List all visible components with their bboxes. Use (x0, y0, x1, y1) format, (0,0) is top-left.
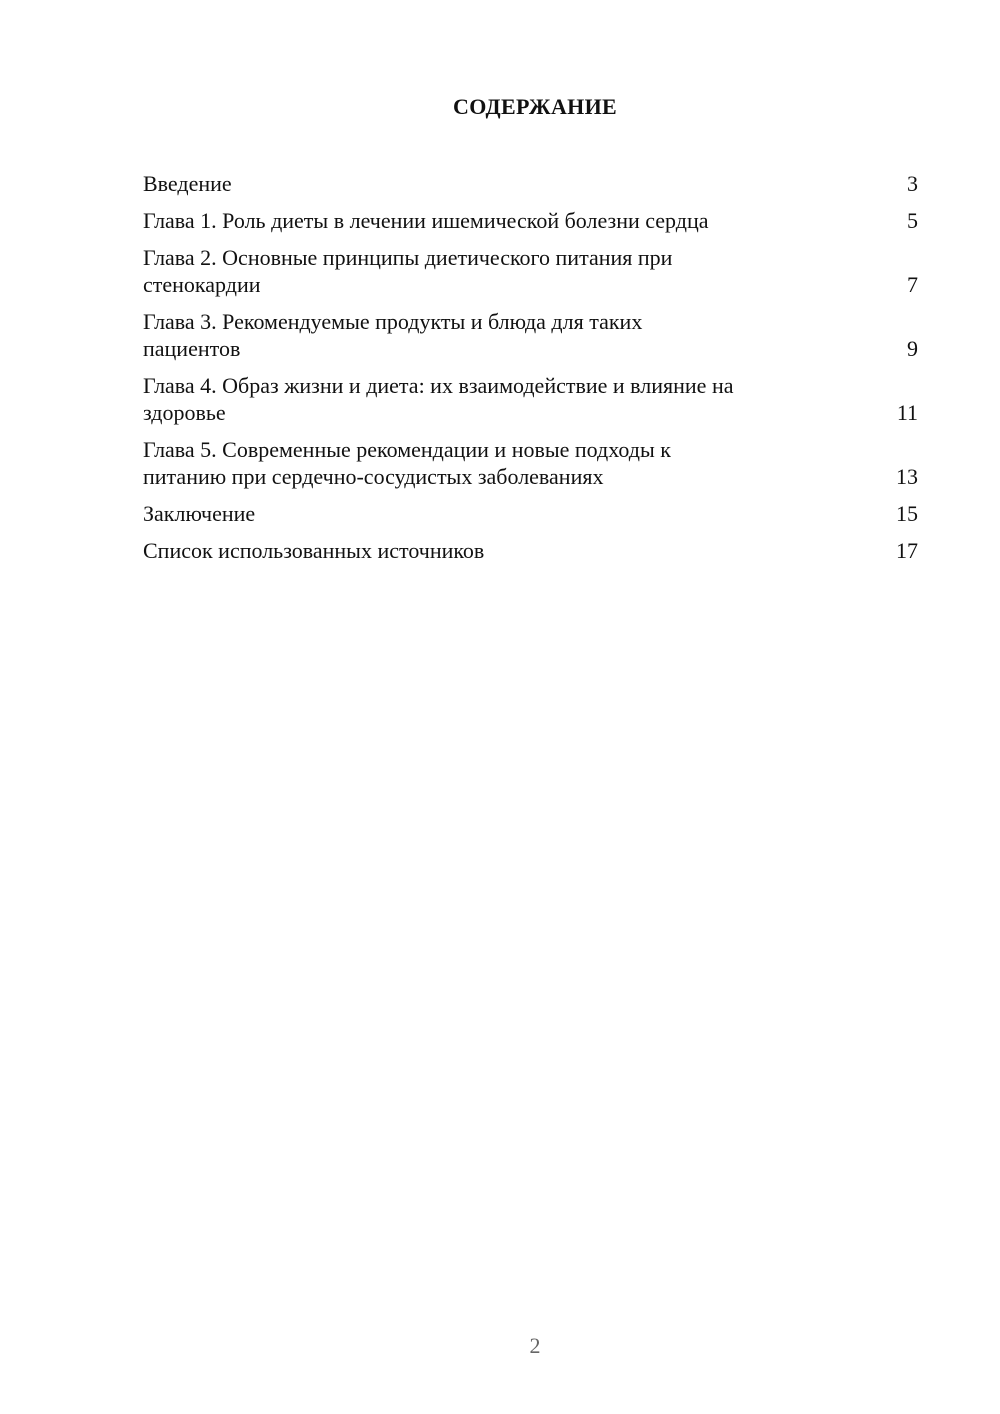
toc-entry-page: 11 (896, 400, 918, 425)
toc-entry-label (143, 537, 823, 564)
toc-entry-label (143, 207, 823, 234)
toc-entry-label (143, 244, 823, 298)
toc-entry[interactable] (143, 170, 918, 197)
toc-entry-page: 9 (907, 336, 918, 361)
toc-entry-page: 3 (907, 171, 918, 196)
toc-entry-line: стенокардии (143, 272, 261, 297)
toc-entry-page: 15 (896, 501, 918, 526)
toc-entry-line: Глава 4. Образ жизни и диета: их взаимодействие и влияние на (143, 373, 734, 398)
toc-entry-page: 7 (907, 272, 918, 297)
toc-entry-line: Глава 2. Основные принципы диетического питания при (143, 245, 673, 270)
toc-entry[interactable] (143, 207, 918, 234)
toc-entry[interactable] (143, 436, 918, 490)
toc-entry-line: Глава 3. Рекомендуемые продукты и блюда для таких (143, 309, 643, 334)
toc-entry-page: 13 (896, 464, 918, 489)
toc-entry-line: Глава 5. Современные рекомендации и новые подходы к (143, 437, 671, 462)
toc-entry[interactable] (143, 537, 918, 564)
page-title: СОДЕРЖАНИЕ (453, 94, 617, 119)
toc-entry-label (143, 500, 823, 527)
toc-entry-page: 5 (907, 208, 918, 233)
toc-entry-line: здоровье (143, 400, 226, 425)
toc-entry[interactable] (143, 500, 918, 527)
toc-entry-page: 17 (896, 538, 918, 563)
toc-entry-label (143, 170, 823, 197)
toc-entry[interactable] (143, 308, 918, 362)
toc-entry[interactable] (143, 372, 918, 426)
toc-entry-line: пациентов (143, 336, 241, 361)
toc-entry-label (143, 372, 823, 426)
toc-entry-line: Глава 1. Роль диеты в лечении ишемической болезни сердца (143, 208, 709, 233)
toc-entry-line: Введение (143, 171, 232, 196)
toc-entry[interactable] (143, 244, 918, 298)
toc-entry-label (143, 308, 823, 362)
page-number: 2 (529, 1333, 541, 1358)
table-of-contents (143, 170, 918, 574)
toc-entry-line: питанию при сердечно-сосудистых заболеваниях (143, 464, 604, 489)
toc-entry-line: Список использованных источников (143, 538, 485, 563)
toc-entry-label (143, 436, 823, 490)
toc-entry-line: Заключение (143, 501, 256, 526)
